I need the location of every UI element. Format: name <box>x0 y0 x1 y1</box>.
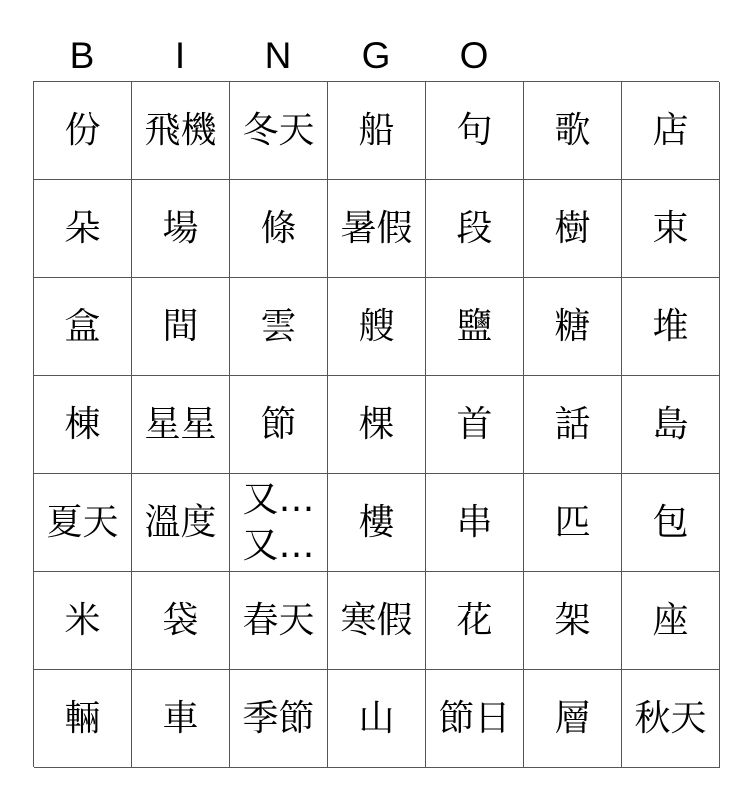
bingo-cell[interactable]: 束 <box>622 180 720 278</box>
bingo-cell[interactable]: 星星 <box>132 376 230 474</box>
bingo-cell[interactable]: 船 <box>328 82 426 180</box>
bingo-cell[interactable]: 棟 <box>34 376 132 474</box>
bingo-cell[interactable]: 花 <box>426 572 524 670</box>
bingo-cell[interactable]: 夏天 <box>34 474 132 572</box>
bingo-cell[interactable]: 飛機 <box>132 82 230 180</box>
bingo-cell[interactable]: 米 <box>34 572 132 670</box>
bingo-cell[interactable]: 山 <box>328 670 426 768</box>
header-letter-i: I <box>174 35 186 76</box>
header-letter-n: N <box>264 35 292 76</box>
bingo-cell[interactable]: 座 <box>622 572 720 670</box>
bingo-cell[interactable]: 棵 <box>328 376 426 474</box>
bingo-header <box>33 30 719 82</box>
bingo-cell[interactable]: 春天 <box>230 572 328 670</box>
header-letter-o: O <box>459 35 489 76</box>
bingo-cell[interactable]: 句 <box>426 82 524 180</box>
bingo-cell[interactable]: 又… 又… <box>230 474 328 572</box>
bingo-cell[interactable]: 份 <box>34 82 132 180</box>
bingo-cell[interactable]: 節日 <box>426 670 524 768</box>
bingo-cell[interactable]: 冬天 <box>230 82 328 180</box>
bingo-cell[interactable]: 堆 <box>622 278 720 376</box>
bingo-cell[interactable]: 鹽 <box>426 278 524 376</box>
bingo-cell[interactable]: 朵 <box>34 180 132 278</box>
bingo-cell[interactable]: 雲 <box>230 278 328 376</box>
bingo-cell[interactable]: 島 <box>622 376 720 474</box>
bingo-cell[interactable]: 盒 <box>34 278 132 376</box>
bingo-cell[interactable]: 話 <box>524 376 622 474</box>
bingo-cell[interactable]: 秋天 <box>622 670 720 768</box>
header-letter-b: B <box>69 35 95 76</box>
bingo-cell[interactable]: 段 <box>426 180 524 278</box>
bingo-cell[interactable]: 匹 <box>524 474 622 572</box>
bingo-cell[interactable]: 樓 <box>328 474 426 572</box>
bingo-cell[interactable]: 場 <box>132 180 230 278</box>
bingo-cell[interactable]: 季節 <box>230 670 328 768</box>
bingo-cell[interactable]: 車 <box>132 670 230 768</box>
bingo-cell[interactable]: 間 <box>132 278 230 376</box>
bingo-cell[interactable]: 溫度 <box>132 474 230 572</box>
bingo-cell[interactable]: 艘 <box>328 278 426 376</box>
bingo-cell[interactable]: 架 <box>524 572 622 670</box>
bingo-cell[interactable]: 首 <box>426 376 524 474</box>
bingo-cell[interactable]: 輛 <box>34 670 132 768</box>
header-letter-g: G <box>361 35 391 76</box>
bingo-cell[interactable]: 店 <box>622 82 720 180</box>
bingo-cell[interactable]: 節 <box>230 376 328 474</box>
bingo-cell[interactable]: 歌 <box>524 82 622 180</box>
bingo-cell[interactable]: 層 <box>524 670 622 768</box>
bingo-cell[interactable]: 包 <box>622 474 720 572</box>
bingo-cell[interactable]: 糖 <box>524 278 622 376</box>
bingo-cell[interactable]: 寒假 <box>328 572 426 670</box>
bingo-cell[interactable]: 袋 <box>132 572 230 670</box>
bingo-cell[interactable]: 暑假 <box>328 180 426 278</box>
bingo-cell[interactable]: 條 <box>230 180 328 278</box>
bingo-cell[interactable]: 樹 <box>524 180 622 278</box>
bingo-grid <box>33 81 719 767</box>
bingo-cell[interactable]: 串 <box>426 474 524 572</box>
